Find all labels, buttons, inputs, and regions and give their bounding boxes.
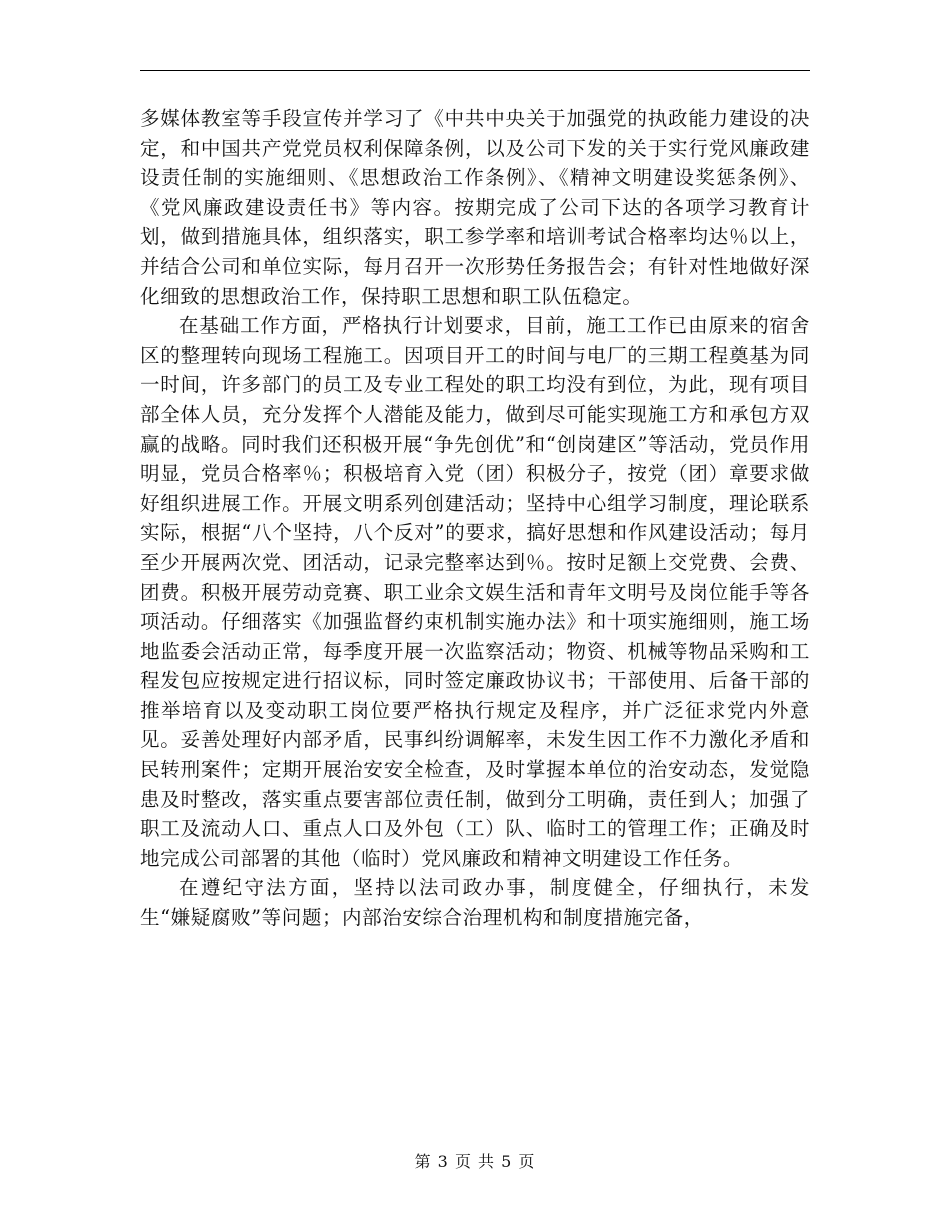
header-rule: [140, 70, 810, 71]
page-number: 第 3 页 共 5 页: [414, 1152, 536, 1171]
document-body: [140, 104, 810, 933]
paragraph-2: 在基础工作方面，严格执行计划要求，目前，施工工作已由原来的宿舍区的整理转向现场工程施工。因项目开工的时间与电厂的三期工程奠基为同一时间，许多部门的员工及专业工程处的职工均没有到位，为此，现有项目部全体人员，充分发挥个人潜能及能力，做到尽可能实现施工方和承包方双赢的战略。同时我们还积极开展“争先创优”和“创岗建区”等活动，党员作用明显，党员合格率％；积极培育入党（团）积极分子，按党（团）章要求做好组织进展工作。开展文明系列创建活动；坚持中心组学习制度，理论联系实际，根据“八个坚持，八个反对”的要求，搞好思想和作风建设活动；每月至少开展两次党、团活动，记录完整率达到％。按时足额上交党费、会费、团费。积极开展劳动竞赛、职工业余文娱生活和青年文明号及岗位能手等各项活动。仔细落实《加强监督约束机制实施办法》和十项实施细则，施工场地监委会活动正常，每季度开展一次监察活动；物资、机械等物品采购和工程发包应按规定进行招议标，同时签定廉政协议书；干部使用、后备干部的推举培育以及变动职工岗位要严格执行规定及程序，并广泛征求党内外意见。妥善处理好内部矛盾，民事纠纷调解率，未发生因工作不力激化矛盾和民转刑案件；定期开展治安安全检查，及时掌握本单位的治安动态，发觉隐患及时整改，落实重点要害部位责任制，做到分工明确，责任到人；加强了职工及流动人口、重点人口及外包（工）队、临时工的管理工作；正确及时地完成公司部署的其他（临时）党风廉政和精神文明建设工作任务。: [140, 314, 810, 870]
paragraph-1: 多媒体教室等手段宣传并学习了《中共中央关于加强党的执政能力建设的决定，和中国共产党党员权利保障条例，以及公司下发的关于实行党风廉政建设责任制的实施细则、《思想政治工作条例》、《精神文明建设奖惩条例》、《党风廉政建设责任书》等内容。按期完成了公司下达的各项学习教育计划，做到措施具体，组织落实，职工参学率和培训考试合格率均达％以上，并结合公司和单位实际，每月召开一次形势任务报告会；有针对性地做好深化细致的思想政治工作，保持职工思想和职工队伍稳定。: [140, 107, 810, 308]
paragraph-3: 在遵纪守法方面，坚持以法司政办事，制度健全，仔细执行，未发生“嫌疑腐败”等问题；内部治安综合治理机构和制度措施完备，: [140, 876, 810, 930]
